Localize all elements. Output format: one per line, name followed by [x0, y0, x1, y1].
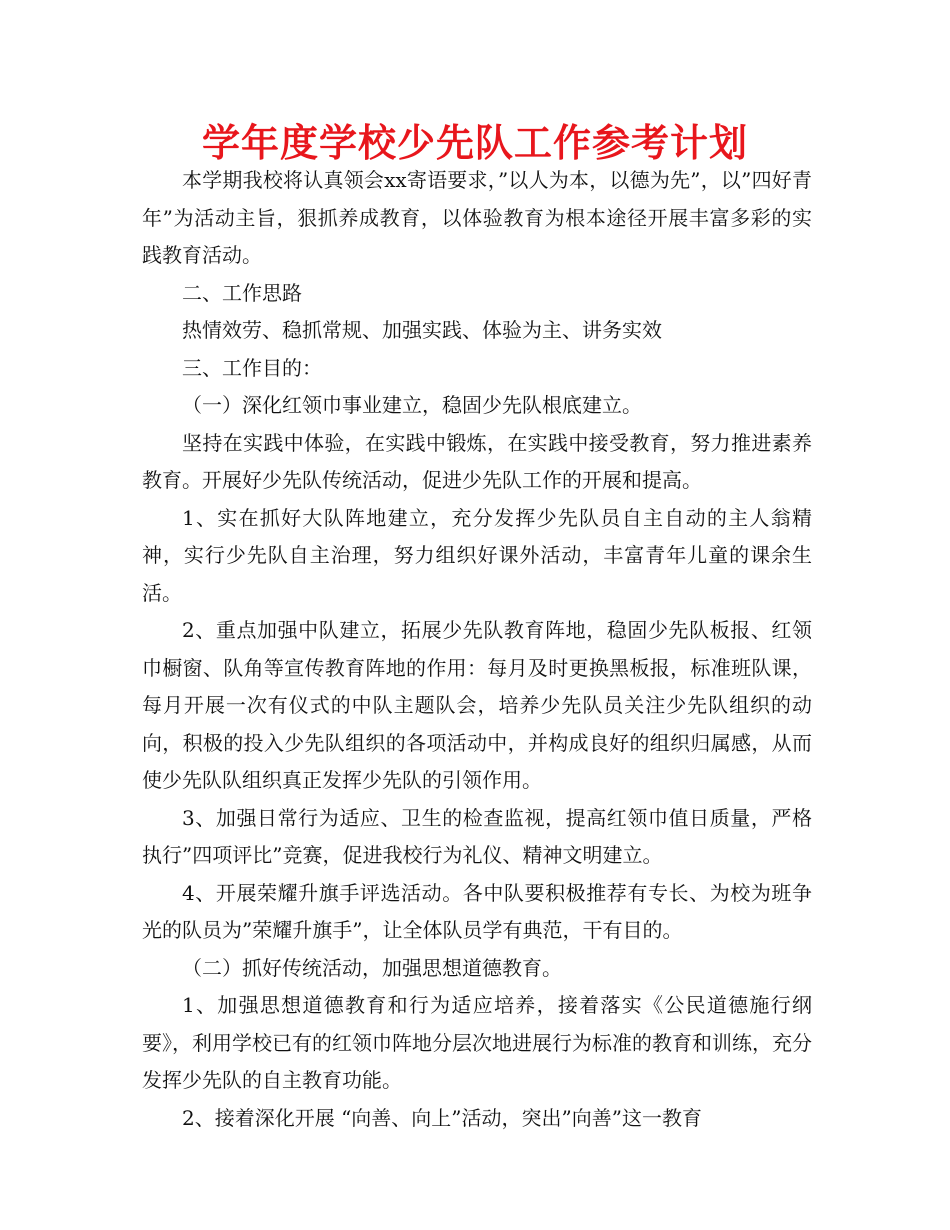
- section-heading: 二、工作思路: [182, 280, 302, 305]
- paragraph: 坚持在实践中体验，在实践中锻炼，在实践中接受教育，努力推进素养教育。开展好少先队传统活动，促进少先队工作的开展和提高。: [142, 430, 812, 492]
- paragraph: 2、重点加强中队建立，拓展少先队教育阵地，稳固少先队板报、红领巾橱窗、队角等宣传教育阵地的作用：每月及时更换黑板报，标准班队课，每月开展一次有仪式的中队主题队会，培养少先队员关注少先队组织的动向，积极的投入少先队组织的各项活动中，并构成良好的组织归属感，从而使少先队队组织真正发挥少先队的引领作用。: [142, 618, 812, 792]
- paragraph: 热情效劳、稳抓常规、加强实践、体验为主、讲务实效: [182, 318, 662, 342]
- section-heading: 三、工作目的：: [182, 355, 322, 380]
- subsection-heading: （二）抓好传统活动，加强思想道德教育。: [182, 955, 562, 980]
- subsection-heading: （一）深化红领巾事业建立，稳固少先队根底建立。: [182, 393, 642, 417]
- paragraph: 2、接着深化开展 “向善、向上”活动，突出”向善”这一教育: [182, 1105, 702, 1130]
- paragraph: 1、实在抓好大队阵地建立，充分发挥少先队员自主自动的主人翁精神，实行少先队自主治理，努力组织好课外活动，丰富青年儿童的课余生活。: [142, 505, 812, 605]
- paragraph: 本学期我校将认真领会xx寄语要求，”以人为本，以德为先”，以”四好青年”为活动主旨，狠抓养成教育，以体验教育为根本途径开展丰富多彩的实践教育活动。: [142, 168, 812, 267]
- paragraph: 1、加强思想道德教育和行为适应培养，接着落实《公民道德施行纲要》，利用学校已有的红领巾阵地分层次地进展行为标准的教育和训练，充分发挥少先队的自主教育功能。: [142, 993, 812, 1092]
- paragraph: 4、开展荣耀升旗手评选活动。各中队要积极推荐有专长、为校为班争光的队员为”荣耀升旗手”，让全体队员学有典范，干有目的。: [142, 880, 812, 942]
- document-body: [142, 162, 812, 1137]
- document-title: 学年度学校少先队工作参考计划: [201, 121, 748, 165]
- paragraph: 3、加强日常行为适应、卫生的检查监视，提高红领巾值日质量，严格执行”四项评比”竞赛，促进我校行为礼仪、精神文明建立。: [142, 805, 812, 867]
